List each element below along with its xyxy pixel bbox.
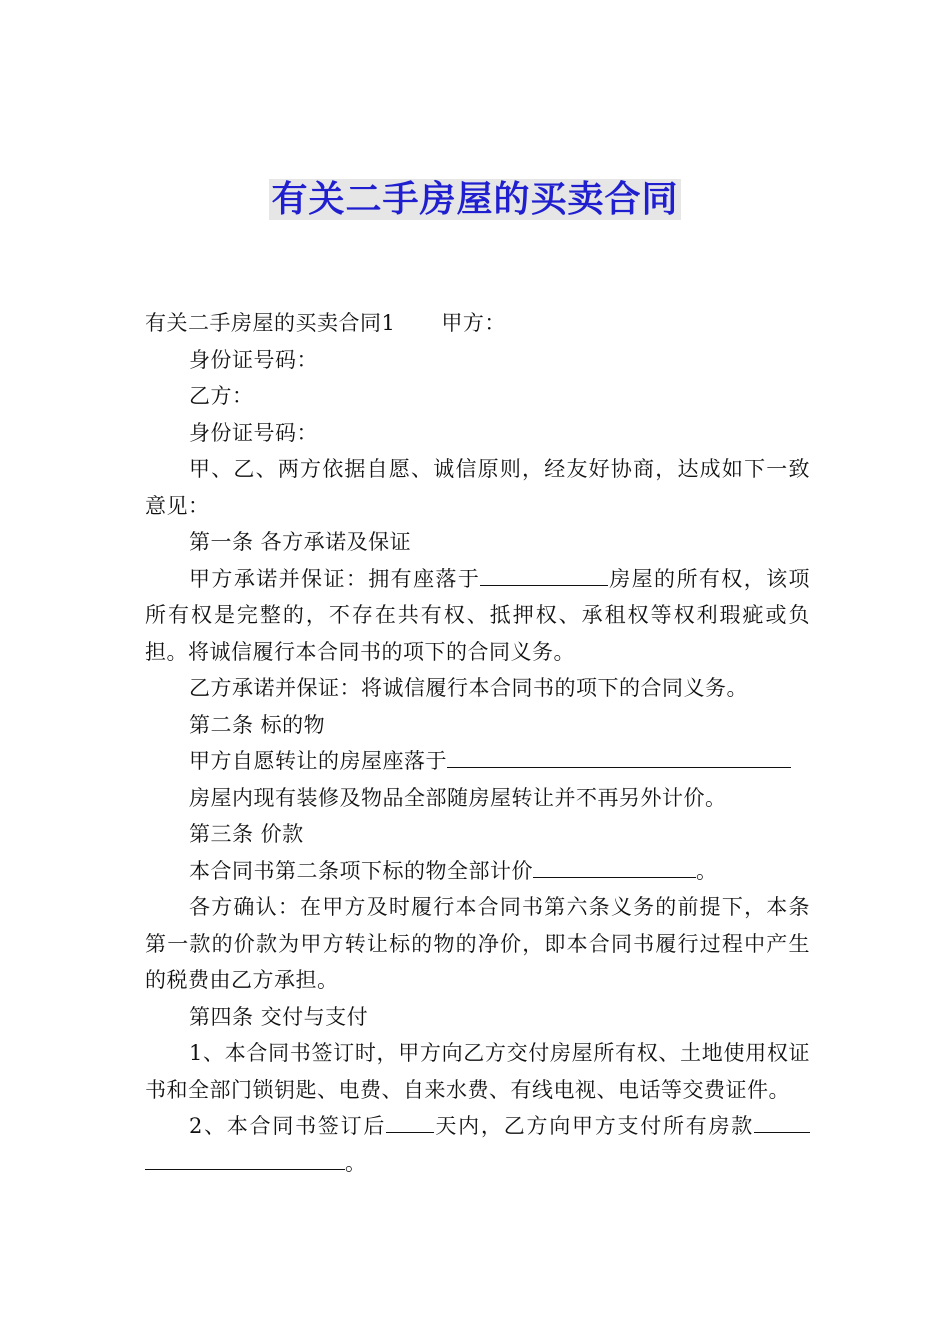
- article3-p1-post: 。: [696, 858, 718, 883]
- article4-paragraph2: [145, 1108, 810, 1181]
- article2-paragraph2: 房屋内现有装修及物品全部随房屋转让并不再另外计价。: [189, 785, 727, 810]
- document-title: [0, 176, 950, 224]
- article1-p1-post: 房屋的所有权，该项所有权是完整的，不存在共有权、抵押权、承租权等权利瑕疵或负担。将诚信履行本合同书的项下的合同义务。: [145, 566, 811, 664]
- article2-paragraph1: [145, 743, 810, 780]
- document-body: [145, 305, 810, 1181]
- article3-paragraph2: 各方确认：在甲方及时履行本合同书第六条义务的前提下，本条第一款的价款为甲方转让标的物的净价，即本合同书履行过程中产生的税费由乙方承担。: [145, 895, 810, 992]
- id-label-1: 身份证号码：: [189, 347, 318, 372]
- intro-line: [145, 305, 810, 342]
- article4-p2-post: 。: [345, 1150, 367, 1175]
- article1-paragraph2: 乙方承诺并保证：将诚信履行本合同书的项下的合同义务。: [189, 676, 748, 700]
- article4-p2-pre: 2、本合同书签订后: [189, 1114, 387, 1138]
- payment-blank-2: [145, 1149, 345, 1170]
- article1-p1-pre: 甲方承诺并保证：拥有座落于: [189, 566, 481, 591]
- id-label-2: 身份证号码：: [189, 420, 318, 445]
- article4-title: 第四条 交付与支付: [189, 1004, 369, 1029]
- article4-p2-mid: 天内，乙方向甲方支付所有房款: [434, 1114, 754, 1138]
- document-title-text: 有关二手房屋的买卖合同: [271, 179, 679, 220]
- party-a-label: 甲方：: [441, 311, 506, 335]
- article1-paragraph1: [145, 561, 810, 671]
- article4-paragraph1: 1、本合同书签订时，甲方向乙方交付房屋所有权、土地使用权证书和全部门锁钥匙、电费、自来水费、有线电视、电话等交费证件。: [145, 1041, 810, 1102]
- payment-blank-1: [754, 1112, 810, 1133]
- article3-title: 第三条 价款: [189, 822, 304, 846]
- location-blank: [480, 565, 608, 586]
- article2-p1-pre: 甲方自愿转让的房屋座落于: [189, 749, 447, 773]
- article2-title: 第二条 标的物: [189, 712, 326, 737]
- intro-heading: 有关二手房屋的买卖合同1: [145, 311, 396, 335]
- agreement-paragraph: 甲、乙、两方依据自愿、诚信原则，经友好协商，达成如下一致意见：: [145, 457, 810, 518]
- days-blank: [386, 1112, 434, 1133]
- article1-title: 第一条 各方承诺及保证: [189, 530, 412, 554]
- party-b-label: 乙方：: [189, 384, 254, 408]
- property-address-blank: [447, 747, 791, 768]
- article3-p1-pre: 本合同书第二条项下标的物全部计价: [189, 858, 533, 883]
- article3-paragraph1: [145, 853, 810, 890]
- price-blank: [533, 857, 696, 878]
